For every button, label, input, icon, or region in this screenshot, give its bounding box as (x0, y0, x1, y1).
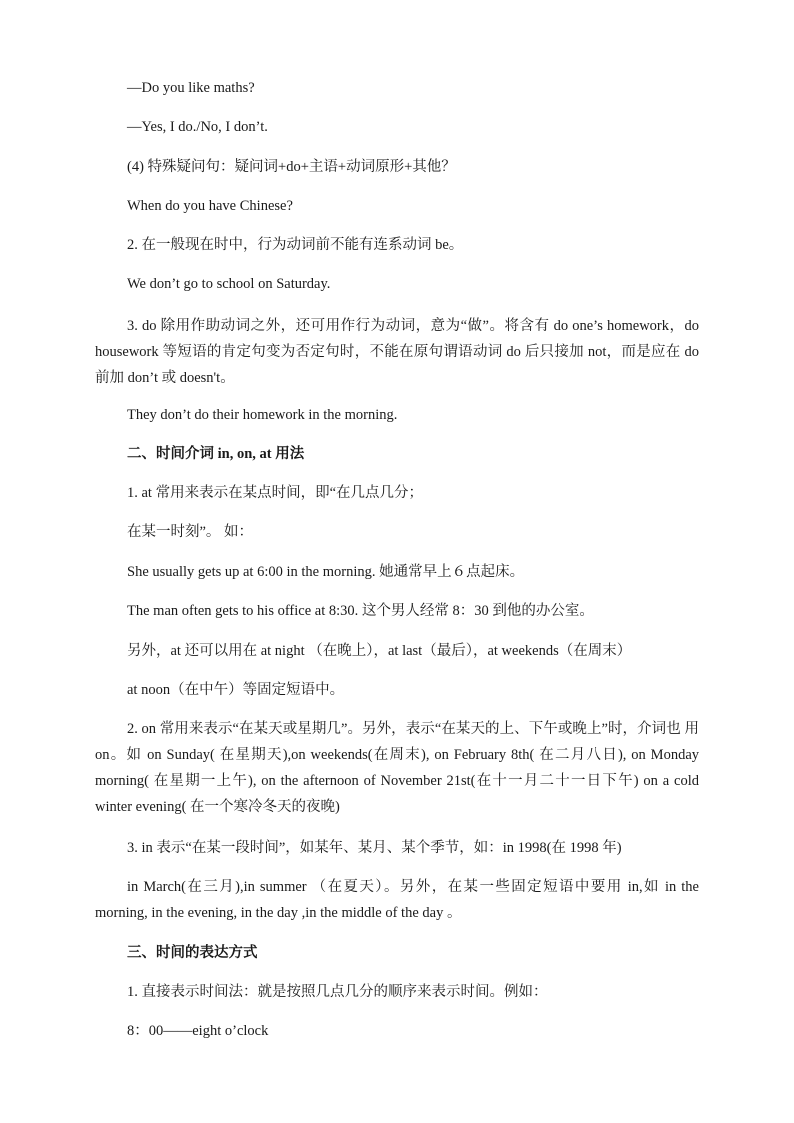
at-phrases-continued: at noon（在中午）等固定短语中。 (127, 682, 345, 698)
rule-at: 1. at 常用来表示在某点时间，即“在几点几分； (127, 485, 424, 501)
rule-in: 3. in 表示“在某一段时间”，如某年、某月、某个季节，如：in 1998(在 1998 年) (127, 840, 622, 856)
example-sentence: The man often gets to his office at 8:30. 这个男人经常 8：30 到他的办公室。 (127, 603, 594, 619)
dialogue-question: —Do you like maths? (127, 80, 255, 96)
rule-2: 2. 在一般现在时中，行为动词前不能有连系动词 be。 (127, 237, 464, 253)
rule-special-question: (4) 特殊疑问句：疑问词+do+主语+动词原形+其他？ (127, 159, 456, 175)
section-heading-time: 三、时间的表达方式 (127, 945, 258, 961)
dialogue-answer: —Yes, I do./No, I don’t. (127, 119, 268, 135)
rule-3-paragraph: 3. do 除用作助动词之外，还可用作行为动词，意为“做”。将含有 do one’s homework，do housework 等短语的肯定句变为否定句时，不能在原句谓语动词 do 后只接加 not，而是应在 do 前加 don’t 或 doesn't。 (95, 318, 699, 386)
example-sentence: We don’t go to school on Saturday. (127, 276, 331, 292)
example-sentence: When do you have Chinese? (127, 198, 293, 214)
at-phrases: 另外，at 还可以用在 at night （在晚上），at last（最后），at weekends（在周末） (127, 643, 632, 659)
example-sentence: She usually gets up at 6:00 in the morning. 她通常早上６点起床。 (127, 564, 525, 580)
example-sentence: They don’t do their homework in the morning. (127, 407, 398, 423)
section-heading-prepositions: 二、时间介词 in, on, at 用法 (127, 446, 305, 462)
time-example: 8：00——eight o’clock (127, 1023, 269, 1039)
rule-direct-time: 1. 直接表示时间法：就是按照几点几分的顺序来表示时间。例如： (127, 984, 548, 1000)
rule-at-continued: 在某一时刻”。 如： (127, 524, 254, 540)
rule-in-paragraph: in March(在三月),in summer （在夏天）。另外，在某一些固定短语中要用 in,如 in the morning, in the evening, in the day ,in the middle of the day 。 (95, 879, 699, 921)
rule-on-paragraph: 2. on 常用来表示“在某天或星期几”。另外，表示“在某天的上、下午或晚上”时，介词也 用 on。如 on Sunday( 在星期天),on weekends(在周末), on February 8th( 在二月八日), on Monday morning( 在星期一上午), on the afternoon of November 21st(在十一月二十一日下午) on a cold winter evening( 在一个寒冷冬天的夜晚) (95, 721, 699, 815)
